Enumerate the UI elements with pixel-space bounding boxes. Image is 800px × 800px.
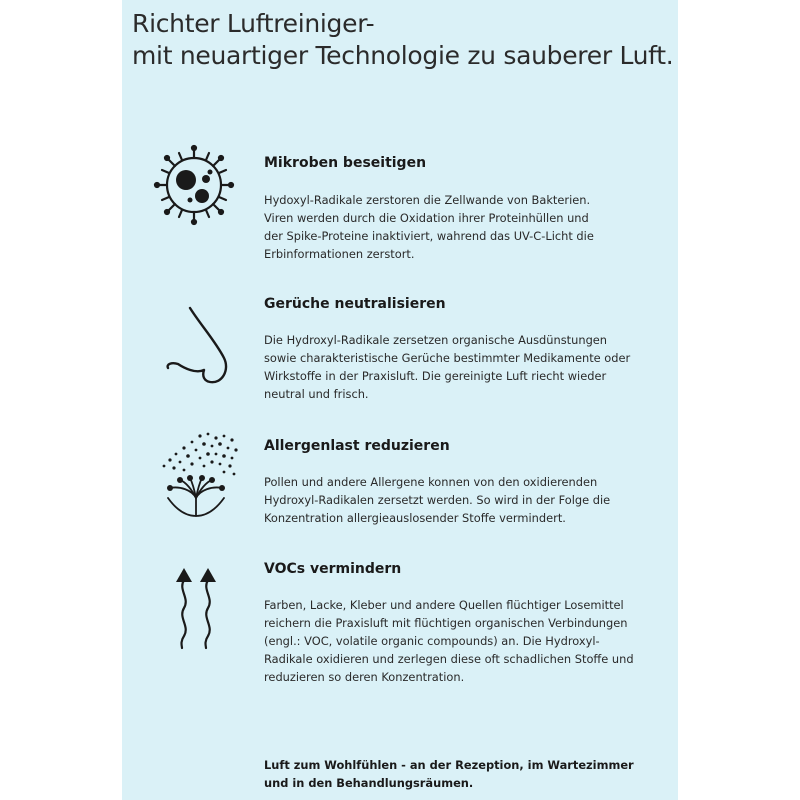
body-line: Farben, Lacke, Kleber und andere Quellen flüchtiger Losemittel (264, 598, 624, 612)
body-line: reichern die Praxisluft mit flüchtigen organischen Verbindungen (264, 616, 628, 630)
footer-note (264, 756, 634, 792)
footer-line-1: Luft zum Wohlfühlen - an der Rezeption, im Wartezimmer (264, 758, 634, 772)
body-line: Erbinformationen zerstort. (264, 247, 415, 261)
footer-line-2: und in den Behandlungsräumen. (264, 776, 474, 790)
rising-vapor-arrows-icon (148, 562, 244, 658)
body-line: reduzieren so deren Konzentration. (264, 670, 465, 684)
page-title (132, 8, 732, 72)
body-line: Die Hydroxyl-Radikale zersetzen organische Ausdünstungen (264, 333, 608, 347)
body-line: neutral und frisch. (264, 387, 369, 401)
section-heading: Allergenlast reduzieren (264, 438, 450, 454)
section-heading: Gerüche neutralisieren (264, 296, 446, 312)
body-line: Konzentration allergieauslosender Stoffe vermindert. (264, 511, 566, 525)
section-heading: Mikroben beseitigen (264, 155, 427, 171)
body-line: Hydroxyl-Radikalen zersetzt werden. So wird in der Folge die (264, 493, 611, 507)
nose-icon (148, 296, 244, 392)
section-body (264, 596, 664, 686)
body-line: Radikale oxidieren und zerlegen diese oft schadlichen Stoffe und (264, 652, 634, 666)
body-line: der Spike-Proteine inaktiviert, wahrend das UV-C-Licht die (264, 229, 594, 243)
microbe-icon (148, 136, 244, 232)
section-body (264, 331, 664, 403)
body-line: Hydoxyl-Radikale zerstoren die Zellwande von Bakterien. (264, 193, 591, 207)
body-line: (engl.: VOC, volatile organic compounds) an. Die Hydroxyl- (264, 634, 600, 648)
title-line-1: Richter Luftreiniger- (132, 9, 375, 38)
section-body (264, 473, 664, 527)
pollen-icon (148, 428, 244, 524)
body-line: Wirkstoffe in der Praxisluft. Die gereinigte Luft riecht wieder (264, 369, 607, 383)
section-heading: VOCs vermindern (264, 561, 402, 577)
body-line: sowie charakteristische Gerüche bestimmter Medikamente oder (264, 351, 631, 365)
title-line-2: mit neuartiger Technologie zu sauberer Luft. (132, 41, 674, 70)
body-line: Viren werden durch die Oxidation ihrer Proteinhüllen und (264, 211, 589, 225)
section-body (264, 191, 664, 263)
body-line: Pollen und andere Allergene konnen von den oxidierenden (264, 475, 598, 489)
